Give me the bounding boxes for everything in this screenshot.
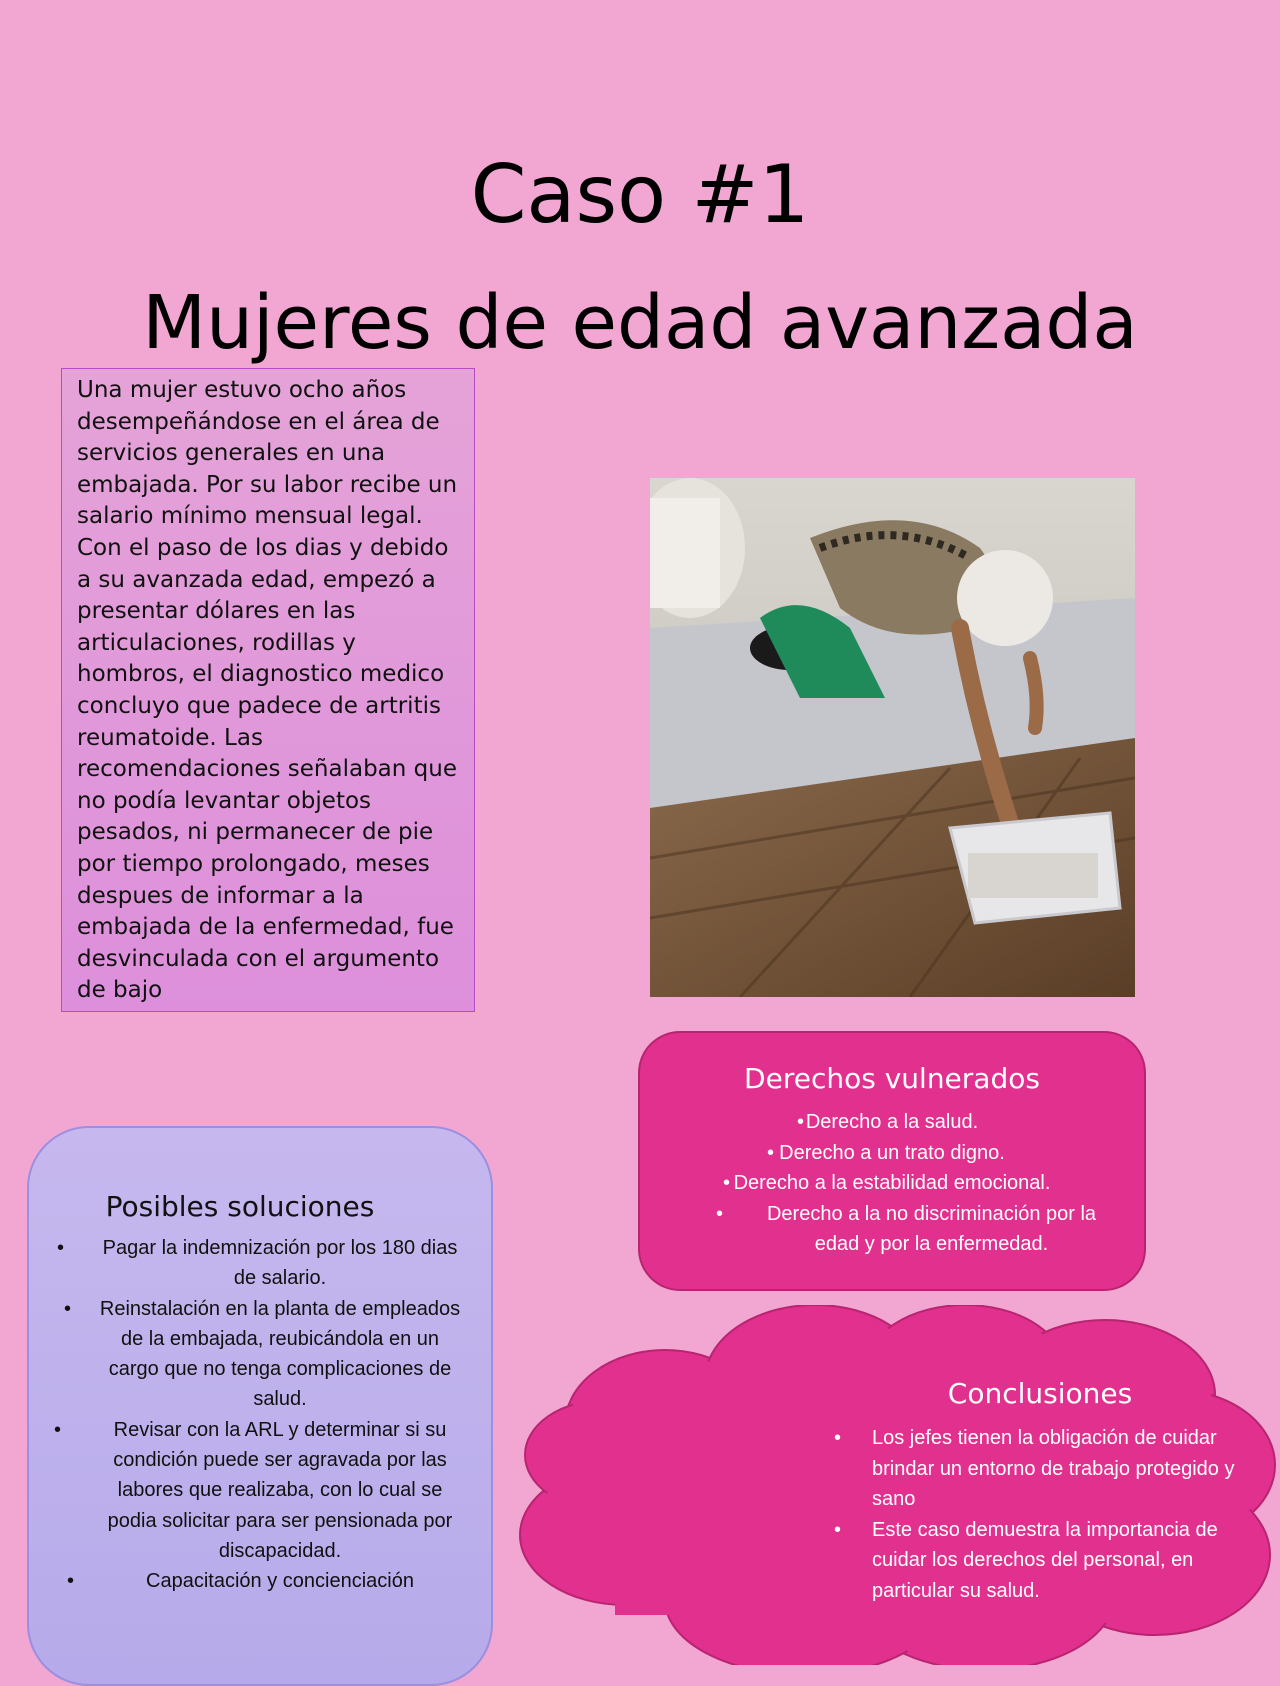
page-title: Caso #1 <box>470 148 810 241</box>
solutions-heading: Posibles soluciones <box>105 1190 375 1223</box>
bullet-dot-icon: • <box>716 1202 724 1225</box>
bullet-dot-icon: • <box>57 1237 65 1259</box>
solutions-list <box>29 1233 491 1597</box>
rights-heading: Derechos vulnerados <box>744 1062 1040 1095</box>
bullet-dot-icon: • <box>67 1570 75 1593</box>
bullet-dot-icon: • <box>834 1427 842 1449</box>
conclusions-heading: Conclusiones <box>947 1377 1133 1410</box>
bullet-dot-icon: • <box>64 1297 72 1320</box>
rights-list <box>640 1107 1144 1260</box>
list-item: • Los jefes tienen la obligación de cuidar brindar un entorno de trabajo protegido y sano <box>872 1423 1260 1515</box>
bullet-dot-icon: • <box>54 1418 62 1441</box>
bullet-dot-icon: • <box>834 1518 842 1541</box>
list-item: • Derecho a la salud. <box>640 1107 1144 1138</box>
photo-illustration <box>650 478 1135 997</box>
list-item: • Derecho a la estabilidad emocional. <box>640 1168 1144 1199</box>
bullet-dot-icon: • <box>767 1141 775 1164</box>
list-item: • Este caso demuestra la importancia de cuidar los derechos del personal, en particular su salud. <box>872 1515 1260 1607</box>
list-item: • Derecho a un trato digno. <box>640 1138 1144 1169</box>
bullet-dot-icon: • <box>797 1111 805 1133</box>
list-item: • Capacitación y concienciación <box>99 1566 461 1596</box>
possible-solutions-box <box>27 1126 493 1686</box>
conclusions-section <box>820 1377 1260 1606</box>
case-description: Una mujer estuvo ocho años desempeñándose en el área de servicios generales en una embajada. Por su labor recibe un salario mínimo mensual legal. Con el paso de los dias y debido a su avanzada edad, empezó a presentar dólares en las articulaciones, rodillas y hombros, el diagnostico medico concluyo que padece de artritis reumatoide. Las recomendaciones señalaban que no podía levantar objetos pesados, ni permanecer de pie por tiempo prolongado, meses despues de informar a la embajada de la enfermedad, fue desvinculada con el argumento de bajo <box>61 368 475 1012</box>
list-item: • Pagar la indemnización por los 180 dias de salario. <box>99 1233 461 1294</box>
page-subtitle: Mujeres de edad avanzada <box>142 280 1138 366</box>
list-item: • Reinstalación en la planta de empleados de la embajada, reubicándola en un cargo que no tenga complicaciones de salud. <box>99 1294 461 1415</box>
bullet-dot-icon: • <box>723 1172 731 1194</box>
list-item: • Derecho a la no discriminación por la edad y por la enfermedad. <box>640 1199 1144 1260</box>
photo-elderly-woman-cleaning-floor <box>650 478 1135 997</box>
rights-violated-box <box>638 1031 1146 1291</box>
conclusions-list <box>820 1423 1260 1606</box>
list-item: • Revisar con la ARL y determinar si su condición puede ser agravada por las labores que realizaba, con lo cual se podia solicitar para ser pensionada por discapacidad. <box>99 1415 461 1566</box>
